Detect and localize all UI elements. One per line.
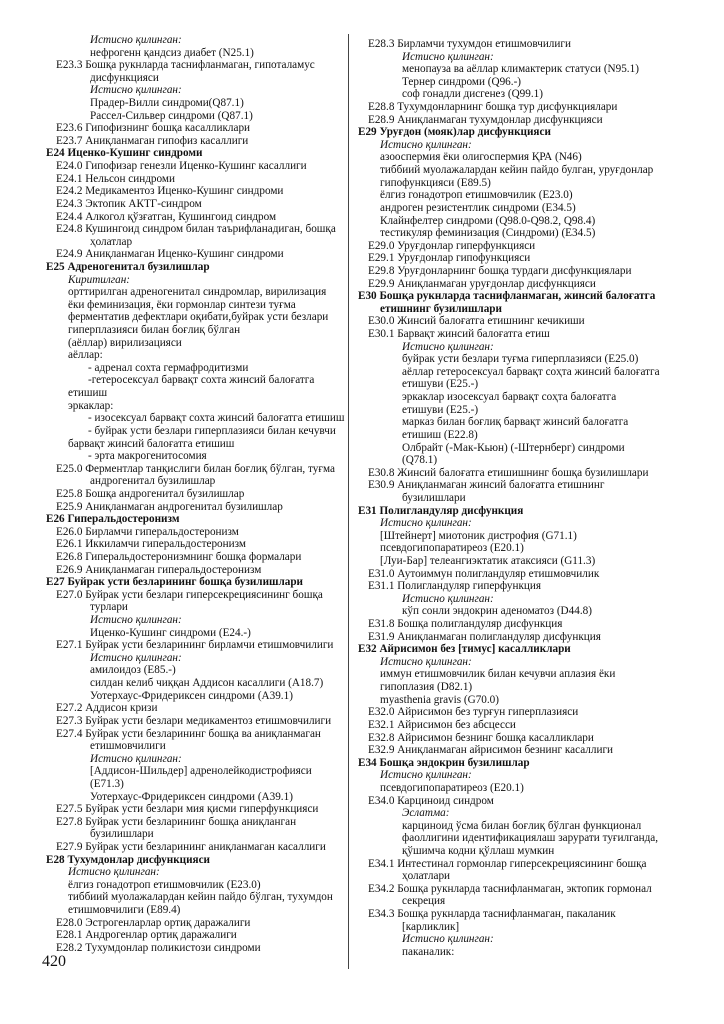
entry-text: етишуви (E25.-) xyxy=(402,403,479,416)
note-label: Истисно қилинган: xyxy=(380,138,472,151)
entry-text: қўшимча кодни қўллаш мумкин xyxy=(402,845,555,857)
entry-text: гипофункцияси (E89.5) xyxy=(380,176,491,189)
entry-text: етишмовчилиги xyxy=(90,740,166,753)
entry-text: гипоплазия (D82.1) xyxy=(380,681,473,694)
code-entry: E26.9 Аниқланмаган гиперальдостеронизм xyxy=(56,563,262,576)
entry-text: аёллар гетеросексуал барвақт соҳта жинсий балоғатга xyxy=(402,365,660,378)
entry-text: барвақт жинсий балоғатга етишиш xyxy=(68,437,235,450)
section-heading: E27 Буйрак усти безларининг бошқа бузилишлари xyxy=(46,576,304,589)
entry-text: эркаклар изосексуал барвақт соҳта балоғатга xyxy=(402,391,617,404)
code-entry: E29.9 Аниқланмаган уруғдонлар дисфункцияси xyxy=(368,277,596,290)
entry-text: дисфункцияси xyxy=(90,71,159,84)
code-entry: E25.0 Ферментлар танқислиги билан боғлиқ бўлган, туғма xyxy=(56,462,335,475)
list-item: - буйрак усти безлари гиперплазияси билан кечувчи xyxy=(88,424,336,437)
section-heading: E26 Гиперальдостеронизм xyxy=(46,513,180,526)
entry-text: бузилишлари xyxy=(90,828,154,841)
note-label: Эслатма: xyxy=(402,807,450,820)
code-entry: E30.9 Аниқланмаган жинсий балоғатга етишнинг xyxy=(368,479,605,492)
entry-text: ҳолатлари xyxy=(402,870,451,883)
note-label: Истисно қилинган: xyxy=(402,592,494,605)
entry-text: ёлгиз гонадотроп етишмовчилик (E23.0) xyxy=(380,189,573,202)
column-divider xyxy=(348,34,349,969)
entry-text: секреция xyxy=(402,895,446,908)
entry-text: (E71.3) xyxy=(90,777,124,790)
code-entry: E24.3 Эктопик АКТГ-синдром xyxy=(56,197,202,210)
code-entry: E25.9 Аниқланмаган андрогенитал бузилишлар xyxy=(56,500,283,513)
note-label: Истисно қилинган: xyxy=(402,340,494,353)
note-label: Истисно қилинган: xyxy=(380,769,472,782)
section-heading: E34 Бошқа эндокрин бузилишлар xyxy=(358,756,530,769)
code-entry: E24.1 Нельсон синдроми xyxy=(56,172,175,185)
code-entry: E28.1 Андрогенлар ортиқ даражалиги xyxy=(56,929,237,942)
entry-text: орттирилган адреногенитал синдромлар, вирилизация xyxy=(68,286,327,299)
entry-text: myasthenia gravis (G70.0) xyxy=(380,693,499,706)
code-entry: E23.7 Аниқланмаган гипофиз касаллиги xyxy=(56,134,249,147)
code-entry: E24.4 Алкогол қўзғатган, Кушингоид синдром xyxy=(56,210,277,223)
code-entry: E27.0 Буйрак усти безлари гиперсекрециясининг бошқа xyxy=(56,588,323,601)
code-entry: E24.8 Кушингоид синдром билан таърифланадиган, бошқа xyxy=(56,223,336,236)
section-heading: E31 Полигландуляр дисфункция xyxy=(358,504,524,517)
entry-text: бузилишлари xyxy=(402,491,466,504)
code-entry: E23.3 Бошқа рукнларда таснифланмаган, гипоталамус xyxy=(56,59,315,72)
code-entry: E30.8 Жинсий балоғатга етишишнинг бошқа бузилишлари xyxy=(368,466,649,479)
note-label: Киритилган: xyxy=(68,273,130,286)
entry-text: [карликлик] xyxy=(402,920,460,933)
entry-text: иммун етишмовчилик билан кечувчи аплазия ёки xyxy=(380,668,616,681)
entry-text: [Штейнерт] миотоник дистрофия (G71.1) xyxy=(380,529,577,542)
entry-text: аёллар: xyxy=(68,349,103,362)
code-entry: E27.2 Аддисон кризи xyxy=(56,702,158,715)
code-entry: E27.3 Буйрак усти безлари медикаментоз етишмовчилиги xyxy=(56,714,332,727)
entry-text: фаоллигини идентификациялаш зарурати туғилганда, xyxy=(402,832,659,845)
entry-text: Клайнфелтер синдроми (Q98.0-Q98.2, Q98.4) xyxy=(380,214,596,227)
code-entry: E27.8 Буйрак усти безларининг бошқа аниқланган xyxy=(56,815,297,828)
entry-text: Прадер-Вилли синдроми(Q87.1) xyxy=(90,97,244,110)
entry-text: карциноид ўсма билан боғлиқ бўлган функционал xyxy=(402,819,642,832)
code-entry: E24.9 Аниқланмаган Иценко-Кушинг синдроми xyxy=(56,248,284,261)
entry-text: [Луи-Бар] телеангиэктатик атаксияси (G11.3) xyxy=(380,554,596,567)
code-entry: E31.0 Аутоиммун полигландуляр етишмовчилик xyxy=(368,567,600,580)
entry-text: андрогенитал бузилишлар xyxy=(90,475,216,488)
code-entry: E31.1 Полигландуляр гиперфункция xyxy=(368,580,542,593)
code-entry: E24.2 Медикаментоз Иценко-Кушинг синдроми xyxy=(56,185,284,198)
code-entry: E31.8 Бошқа полигландуляр дисфункция xyxy=(368,618,563,631)
entry-text: тиббиий муолажалардан кейин пайдо булган, уруғдонлар xyxy=(380,164,654,177)
code-entry: E25.8 Бошқа андрогенитал бузилишлар xyxy=(56,487,245,500)
note-label: Истисно қилинган: xyxy=(90,84,182,97)
section-heading: E30 Бошқа рукнларда таснифланмаган, жинсий балоғатга xyxy=(358,290,656,303)
entry-text: тестикуляр феминизация (Синдроми) (E34.5) xyxy=(380,227,596,240)
code-entry: E28.3 Бирламчи тухумдон етишмовчилиги xyxy=(368,38,571,50)
code-entry: E27.1 Буйрак усти безларининг бирламчи етишмовчилиги xyxy=(56,639,334,652)
code-entry: E30.0 Жинсий балоғатга етишнинг кечикиши xyxy=(368,315,585,328)
entry-text: гиперплазияси билан боғлиқ бўлган xyxy=(68,324,241,337)
note-label: Истисно қилинган: xyxy=(402,933,494,946)
section-heading-continued: етишнинг бузилишлари xyxy=(380,302,502,315)
entry-text: эркаклар: xyxy=(68,399,114,412)
note-label: Истисно қилинган: xyxy=(90,651,182,664)
code-entry: E34.2 Бошқа рукнларда таснифланмаган, эктопик гормонал xyxy=(368,882,652,895)
note-label: Истисно қилинган: xyxy=(380,517,472,530)
entry-text: ферментатив дефектлари оқибати,буйрак усти безлари xyxy=(68,311,329,324)
entry-text: етишиш xyxy=(68,387,108,400)
entry-text: етишмовчилиги (E89.4) xyxy=(68,904,181,917)
page-number: 420 xyxy=(42,953,66,970)
code-entry: E34.1 Интестинал гормонлар гиперсекрециясининг бошқа xyxy=(368,857,647,870)
section-heading: E29 Уруғдон (мояк)лар дисфункцияси xyxy=(358,126,551,139)
list-item: - изосексуал барвақт сохта жинсий балоғатга етишиш xyxy=(88,412,345,425)
section-heading: E28 Тухумдонлар дисфункцияси xyxy=(46,853,210,866)
list-item: - эрта макрогенитосомия xyxy=(88,450,207,463)
code-entry: E32.8 Айрисимон безнинг бошқа касалликлари xyxy=(368,731,594,744)
entry-text: амилоидоз (E85.-) xyxy=(90,664,176,677)
note-label: Истисно қилинган: xyxy=(380,655,472,668)
entry-text: силдан келиб чиққан Аддисон касаллиги (A18.7) xyxy=(90,677,324,690)
code-entry: E31.9 Аниқланмаган полигландуляр дисфункция xyxy=(368,630,601,643)
code-entry: E29.8 Уруғдонларнинг бошқа турдаги дисфункциялари xyxy=(368,264,632,277)
note-label: Истисно қилинган: xyxy=(402,50,494,63)
entry-text: псевдогипопаратиреоз (E20.1) xyxy=(380,781,524,794)
code-entry: E27.4 Буйрак усти безларининг бошқа ва аниқланмаган xyxy=(56,727,321,740)
section-heading: E32 Айрисимон без [тимус] касалликлари xyxy=(358,643,571,656)
code-entry: E30.1 Барвақт жинсий балоғатга етиш xyxy=(368,328,550,341)
code-entry: E27.9 Буйрак усти безларининг аниқланмаган касаллиги xyxy=(56,841,326,853)
list-item: - адренал сохта гермафродитизми xyxy=(88,361,249,374)
entry-text: ёлгиз гонадотроп етишмовчилик (E23.0) xyxy=(68,878,261,891)
code-entry: E32.9 Аниқланмаган айрисимон безнинг касаллиги xyxy=(368,744,614,757)
code-entry: E23.6 Гипофизнинг бошқа касалликлари xyxy=(56,122,251,135)
entry-text: марказ билан боғлиқ барвақт жинсий балоғатга xyxy=(402,416,629,429)
code-entry: E32.1 Айрисимон без абсцесси xyxy=(368,718,516,731)
entry-text: етишиш (E22.8) xyxy=(402,428,478,441)
right-column xyxy=(358,38,703,958)
code-entry: E26.0 Бирламчи гиперальдостеронизм xyxy=(56,525,239,538)
entry-text: тиббиий муолажалардан кейин пайдо бўлган, тухумдон xyxy=(68,891,333,904)
entry-text: ҳолатлар xyxy=(90,235,133,248)
code-entry: E26.1 Иккиламчи гиперальдостеронизм xyxy=(56,538,246,551)
entry-text: азооспермия ёки олигоспермия ҚРА (N46) xyxy=(380,151,582,164)
section-heading: E25 Адреногенитал бузилишлар xyxy=(46,260,210,273)
entry-text: Рассел-Сильвер синдроми (Q87.1) xyxy=(90,109,253,122)
note-label: Истисно қилинган: xyxy=(90,34,182,46)
left-column xyxy=(46,34,346,954)
note-label: Истисно қилинган: xyxy=(68,866,160,879)
entry-text: кўп сонли эндокрин аденоматоз (D44.8) xyxy=(402,605,592,618)
entry-text: Иценко-Кушинг синдроми (E24.-) xyxy=(90,626,251,639)
entry-text: Олбрайт (-Мак-Кьюн) (-Штернберг) синдроми xyxy=(402,441,625,454)
entry-text: (Q78.1) xyxy=(402,454,438,467)
entry-text: андроген резистентлик синдроми (E34.5) xyxy=(380,201,576,214)
entry-text: (аёллар) вирилизацияси xyxy=(68,336,182,349)
entry-text: нефрогенн қандсиз диабет (N25.1) xyxy=(90,46,254,59)
entry-text: паканалик: xyxy=(402,945,455,958)
code-entry: E28.9 Аниқланмаган тухумдонлар дисфункцияси xyxy=(368,113,603,126)
code-entry: E26.8 Гиперальдостеронизмнинг бошқа формалари xyxy=(56,550,302,563)
entry-text: менопауза ва аёллар климактерик статуси (N95.1) xyxy=(402,63,639,76)
entry-text: етишуви (E25.-) xyxy=(402,378,479,391)
code-entry: E34.0 Карциноид синдром xyxy=(368,794,494,807)
code-entry: E24.0 Гипофизар генезли Иценко-Кушинг касаллиги xyxy=(56,160,307,173)
section-heading: E24 Иценко-Кушинг синдроми xyxy=(46,147,203,160)
list-item: -гетеросексуал барвақт сохта жинсий балоғатга xyxy=(88,374,315,387)
entry-text: Уотерхаус-Фридериксен синдроми (A39.1) xyxy=(90,689,293,702)
entry-text: ёки феминизация, ёки гормонлар синтези туғма xyxy=(68,298,296,311)
code-entry: E34.3 Бошқа рукнларда таснифланмаган, пакаланик xyxy=(368,908,616,921)
entry-text: турлари xyxy=(90,601,128,614)
entry-text: буйрак усти безлари туғма гиперплазияси (E25.0) xyxy=(402,353,639,366)
code-entry: E29.1 Уруғдонлар гипофункцияси xyxy=(368,252,531,265)
note-label: Истисно қилинган: xyxy=(90,614,182,627)
entry-text: псевдогипопаратиреоз (E20.1) xyxy=(380,542,524,555)
code-entry: E28.8 Тухумдонларнинг бошқа тур дисфункциялари xyxy=(368,101,618,114)
entry-text: Уотерхаус-Фридериксен синдроми (A39.1) xyxy=(90,790,293,803)
note-label: Истисно қилинган: xyxy=(90,752,182,765)
code-entry: E27.5 Буйрак усти безлари мия қисми гиперфункцияси xyxy=(56,803,319,816)
code-entry: E28.0 Эстрогенларлар ортиқ даражалиги xyxy=(56,916,251,929)
entry-text: [Аддисон-Шильдер] адренолейкодистрофияси xyxy=(90,765,312,778)
code-entry: E28.2 Тухумдонлар поликистози синдроми xyxy=(56,941,261,954)
code-entry: E29.0 Уруғдонлар гиперфункцияси xyxy=(368,239,536,252)
entry-text: Тернер синдроми (Q96.-) xyxy=(402,75,522,88)
code-entry: E32.0 Айрисимон без турғун гиперплазияси xyxy=(368,706,579,719)
entry-text: соф гонадли дисгенез (Q99.1) xyxy=(402,88,543,101)
